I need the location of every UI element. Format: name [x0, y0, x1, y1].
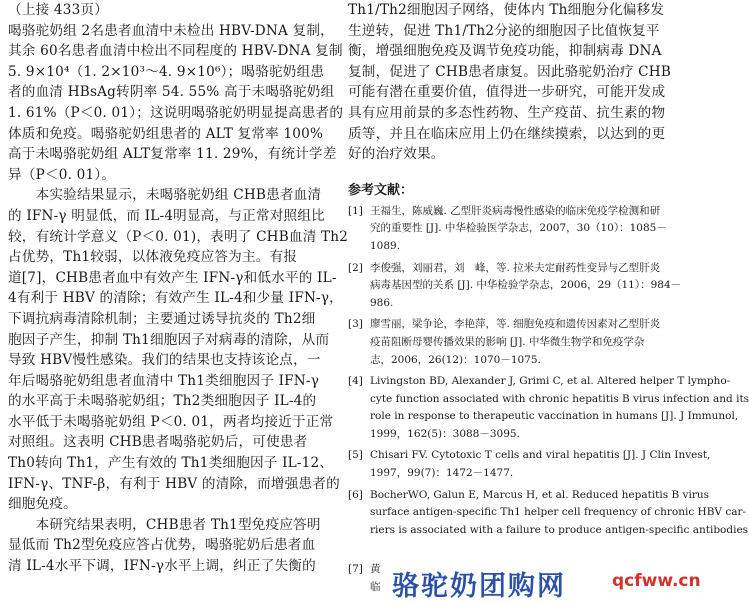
- body-line: Th0转向 Th1，产生有效的 Th1类细胞因子 IL-12、: [8, 455, 334, 472]
- reference-line: Livingston BD, Alexander J, Grimi C, et al. Altered helper T lympho-: [370, 375, 731, 388]
- references-heading: 参考文献：: [348, 182, 414, 198]
- reference-line: 廖雪丽，梁争论，李艳萍，等. 细胞免疫和遗传因素对乙型肝炎: [370, 318, 661, 331]
- reference-line: 李俊强，刘丽君，刘 峰，等. 拉米夫定耐药性变异与乙型肝炎: [370, 261, 661, 274]
- reference-line: [370, 539, 692, 557]
- reference-line: surface antigen-specific Th1 helper cell frequency of chronic HBV car-: [370, 506, 747, 519]
- body-line: 高于未喝骆驼奶组 ALT复常率 11. 29%，有统计学差: [8, 146, 337, 163]
- reference-line: role in response to therapeutic vaccination in humans [J]. J Immunol,: [370, 410, 739, 423]
- body-line: IFN-γ、TNF-β，有利于 HBV 的清除，而增强患者的: [8, 475, 340, 492]
- watermark-url: qcfww.cn: [612, 571, 701, 591]
- reference-line: 986.: [370, 296, 394, 309]
- body-line: 质等，并且在临床应用上仍在继续摸索，以达到的更: [348, 125, 666, 142]
- right-column: [348, 0, 749, 596]
- reference-item: [348, 373, 749, 443]
- body-line: 异（P＜0. 01）。: [8, 166, 116, 183]
- body-line: 的水平高于未喝骆驼奶组；Th2类细胞因子 IL-4的: [8, 393, 317, 410]
- reference-line: 志，2006，26(12)：1070－1075.: [370, 353, 541, 366]
- body-line: 1. 61%（P＜0. 01）；这说明喝骆驼奶明显提高患者的: [8, 104, 344, 121]
- watermark-text: 骆驼奶团购网: [392, 571, 566, 602]
- reference-line: 1999，162(5)：3088－3095.: [370, 427, 520, 440]
- reference-item: [348, 487, 749, 557]
- reference-line: 疫苗阻断母婴传播效果的影响 [J]. 中华微生物学和免疫学杂: [370, 335, 645, 348]
- body-line: 生逆转，促进 Th1/Th2分泌的细胞因子比值恢复平: [348, 22, 660, 39]
- body-line: 复制，促进了 CHB患者康复。因此骆驼奶治疗 CHB: [348, 63, 672, 80]
- body-line: 占优势，Th1较弱，以体液免疫应答为主。有报: [8, 249, 298, 266]
- body-line: Th1/Th2细胞因子网络，使体内 Th细胞分化偏移发: [348, 2, 665, 18]
- body-line: 显低而 Th2型免疫应答占优势，喝骆驼奶后患者血: [8, 537, 316, 554]
- body-line: 本实验结果显示，未喝骆驼奶组 CHB患者血清: [8, 187, 322, 204]
- body-line: 下调抗病毒清除机制；主要通过诱导抗炎的 Th2细: [8, 310, 316, 327]
- reference-line: 1997，99(7)：1472－1477.: [370, 467, 514, 480]
- right-body-text: [348, 0, 692, 165]
- body-line: （上接 433页）: [8, 2, 109, 18]
- reference-line: BocherWO, Galun E, Marcus H, et al. Reduced hepatitis B virus: [370, 488, 709, 501]
- left-column: [8, 0, 349, 577]
- reference-line: 病毒基因型的关系 [J]. 中华检验学杂志，2006，29（11）：984－: [370, 279, 682, 292]
- body-line: 对照组。这表明 CHB患者喝骆驼奶后，可使患者: [8, 434, 308, 451]
- reference-item: [348, 260, 692, 313]
- reference-line: riers is associated with a failure to produce antigen-specific antibodies: [370, 523, 749, 536]
- body-line: 胞因子产生，抑制 Th1细胞因子对病毒的清除，从而: [8, 331, 330, 348]
- reference-item: [348, 447, 711, 482]
- body-line: 体质和免疫。喝骆驼奶组患者的 ALT 复常率 100%: [8, 125, 324, 142]
- body-line: 衡，增强细胞免疫及调节免疫功能，抑制病毒 DNA: [348, 43, 662, 60]
- body-line: 具有应用前景的多态性药物、生产疫苗、抗生素的物: [348, 104, 666, 121]
- body-line: 清 IL-4水平下调，IFN-γ水平上调，纠正了失衡的: [8, 558, 316, 575]
- body-line: 水平低于未喝骆驼奶组 P＜0. 01，两者均接近于正常: [8, 413, 334, 430]
- reference-line: 黄: [370, 563, 381, 576]
- body-line: 4有利于 HBV 的清除；有效产生 IL-4和少量 IFN-γ，: [8, 290, 343, 307]
- body-line: 导致 HBV慢性感染。我们的结果也支持该论点，一: [8, 352, 321, 369]
- reference-number: [7]: [348, 563, 363, 576]
- body-line: 喝骆驼奶组 2名患者血清中未检出 HBV-DNA 复制，: [8, 22, 334, 39]
- reference-line: cyte function associated with chronic hepatitis B virus infection and its: [370, 392, 749, 405]
- reference-line: 临: [370, 580, 381, 593]
- body-line: 较，有统计学意义（P＜0. 01)，表明了 CHB血清 Th2: [8, 228, 349, 245]
- reference-item: [348, 316, 692, 369]
- body-line: 好的治疗效果。: [348, 146, 445, 163]
- body-line: 者的血清 HBsAg转阴率 54. 55% 高于未喝骆驼奶组: [8, 84, 335, 101]
- reference-line: 究的重要性 [J]. 中华检验医学杂志，2007，30（10）：1085－: [370, 222, 667, 235]
- reference-list: [348, 203, 749, 596]
- body-line: 道[7]，CHB患者血中有效产生 IFN-γ和低水平的 IL-: [8, 269, 337, 286]
- body-line: 可能有潜在重要价值，值得进一步研究，可能开发成: [348, 84, 666, 101]
- reference-line: Chisari FV. Cytotoxic T cells and viral hepatitis [J]. J Clin Invest,: [370, 449, 711, 462]
- reference-line: 王福生，陈威巍. 乙型肝炎病毒慢性感染的临床免疫学检测和研: [370, 204, 661, 217]
- reference-number: [5]: [348, 449, 363, 462]
- body-line: 其余 60名患者血清中检出不同程度的 HBV-DNA 复制: [8, 43, 343, 60]
- body-line: 年后喝骆驼奶组患者血清中 Th1类细胞因子 IFN-γ: [8, 372, 320, 389]
- body-line: 的 IFN-γ 明显低，而 IL-4明显高，与正常对照组比: [8, 207, 325, 224]
- reference-number: [4]: [348, 375, 363, 388]
- reference-item: [348, 203, 692, 256]
- reference-number: [1]: [348, 204, 363, 217]
- body-line: 本研究结果表明，CHB患者 Th1型免疫应答明: [8, 516, 321, 533]
- reference-number: [6]: [348, 488, 363, 501]
- body-line: 5. 9×10⁴（1. 2×10³～4. 9×10⁶）；喝骆驼奶组患: [8, 63, 325, 80]
- reference-line: 1089.: [370, 239, 401, 252]
- reference-number: [2]: [348, 261, 363, 274]
- body-line: 细胞免疫。: [8, 496, 77, 513]
- reference-number: [3]: [348, 318, 363, 331]
